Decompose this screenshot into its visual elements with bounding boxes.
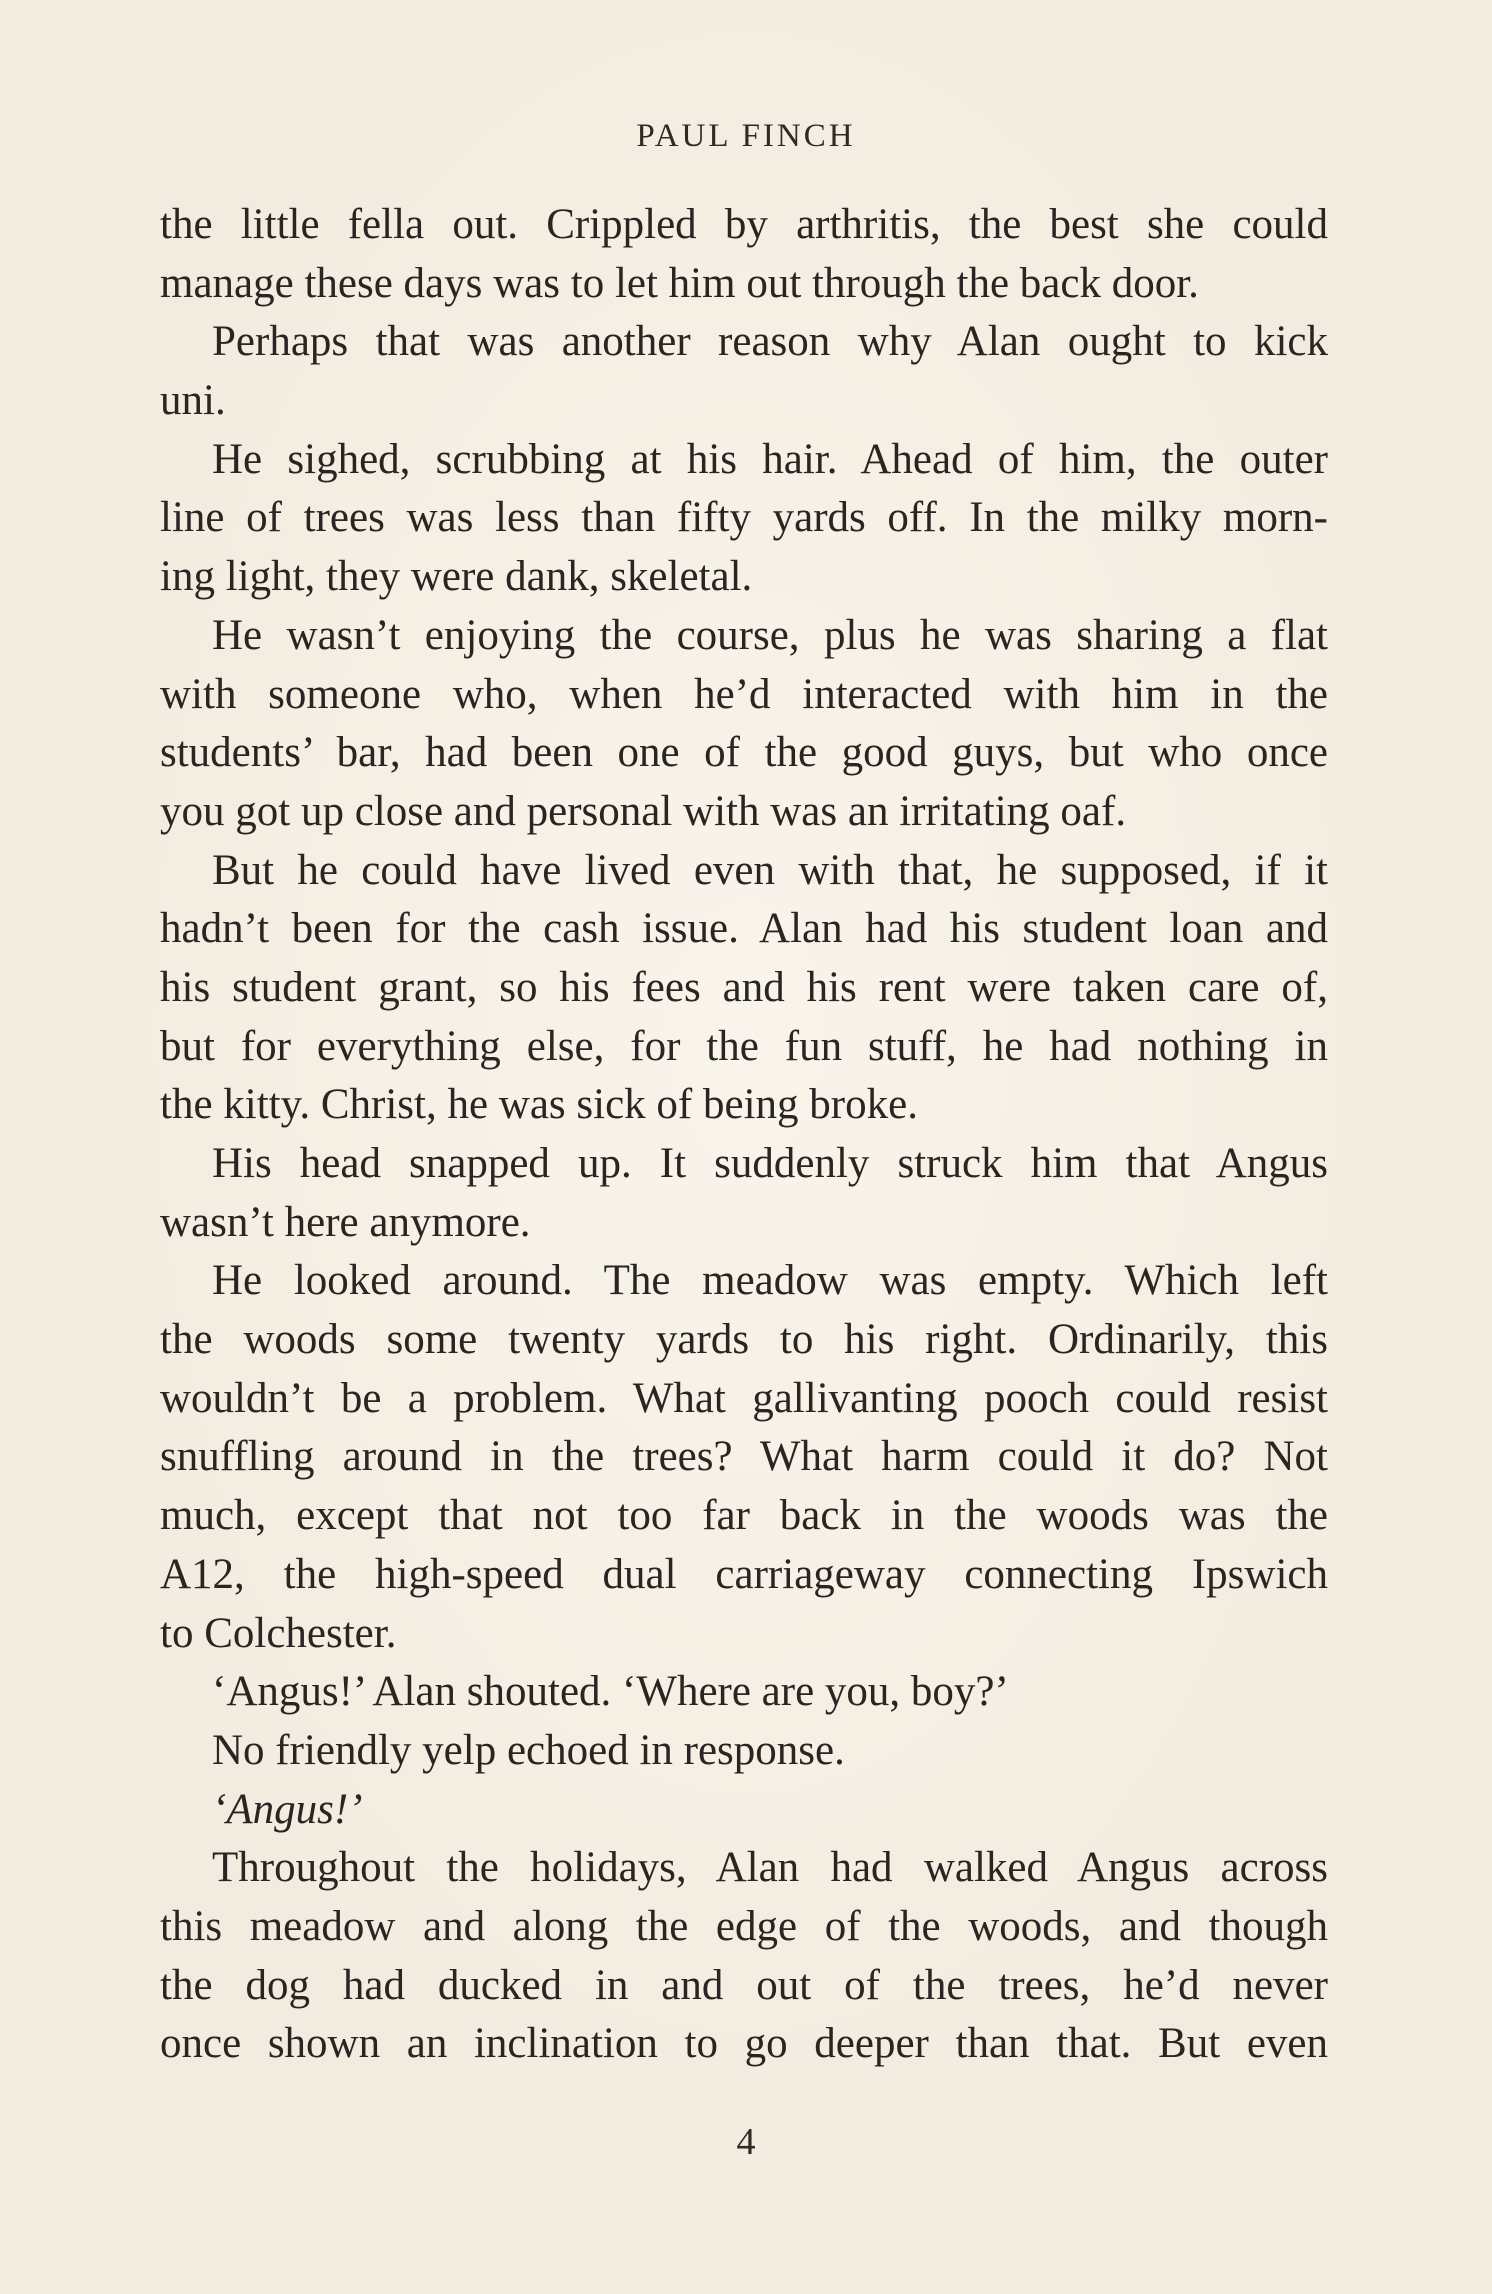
text-line: hadn’t been for the cash issue. Alan had his student loan and: [160, 905, 1328, 953]
text-line: ‘Angus!’ Alan shouted. ‘Where are you, boy?’: [212, 1668, 1009, 1716]
italic-text: ‘Angus!’: [212, 1785, 363, 1833]
page-number: 4: [736, 2121, 756, 2163]
text-line: the little fella out. Crippled by arthritis, the best she could: [160, 201, 1328, 248]
text-line: [160, 1781, 1328, 1840]
text-line: with someone who, when he’d interacted with him in the: [160, 670, 1328, 718]
text-line: A12, the high-speed dual carriageway connecting Ipswich: [160, 1550, 1328, 1598]
text-line: manage these days was to let him out through the back door.: [160, 259, 1199, 307]
text-line: this meadow and along the edge of the woods, and though: [160, 1902, 1328, 1950]
text-line: He sighed, scrubbing at his hair. Ahead of him, the outer: [212, 435, 1328, 483]
body-text: [160, 196, 1328, 2074]
text-line: to Colchester.: [160, 1609, 397, 1657]
text-line: the woods some twenty yards to his right. Ordinarily, this: [160, 1316, 1328, 1364]
text-line: uni.: [160, 377, 226, 425]
text-line: the kitty. Christ, he was sick of being broke.: [160, 1081, 918, 1129]
text-line: once shown an inclination to go deeper than that. But even: [160, 2020, 1328, 2068]
text-line: Throughout the holidays, Alan had walked Angus across: [212, 1844, 1328, 1892]
text-line: He looked around. The meadow was empty. Which left: [212, 1257, 1328, 1305]
text-line: ing light, they were dank, skeletal.: [160, 553, 753, 601]
text-line: the dog had ducked in and out of the trees, he’d never: [160, 1961, 1328, 2009]
text-line: you got up close and personal with was an irritating oaf.: [160, 787, 1127, 835]
text-line: His head snapped up. It suddenly struck him that Angus: [212, 1140, 1328, 1187]
text-line: wasn’t here anymore.: [160, 1198, 531, 1246]
text-line: but for everything else, for the fun stuff, he had nothing in: [160, 1022, 1328, 1070]
text-line: Perhaps that was another reason why Alan ought to kick: [212, 318, 1328, 366]
text-line: his student grant, so his fees and his rent were taken care of,: [160, 963, 1328, 1011]
running-head: PAUL FINCH: [636, 118, 856, 154]
text-line: He wasn’t enjoying the course, plus he was sharing a flat: [212, 611, 1328, 659]
text-line: wouldn’t be a problem. What gallivanting pooch could resist: [160, 1374, 1328, 1422]
text-line: line of trees was less than fifty yards off. In the milky morn-: [160, 494, 1328, 542]
text-line: No friendly yelp echoed in response.: [212, 1726, 845, 1774]
text-line: much, except that not too far back in the woods was the: [160, 1492, 1328, 1540]
text-line: students’ bar, had been one of the good guys, but who once: [160, 729, 1328, 777]
text-line: snuffling around in the trees? What harm could it do? Not: [160, 1433, 1328, 1481]
text-line: But he could have lived even with that, he supposed, if it: [212, 846, 1328, 894]
